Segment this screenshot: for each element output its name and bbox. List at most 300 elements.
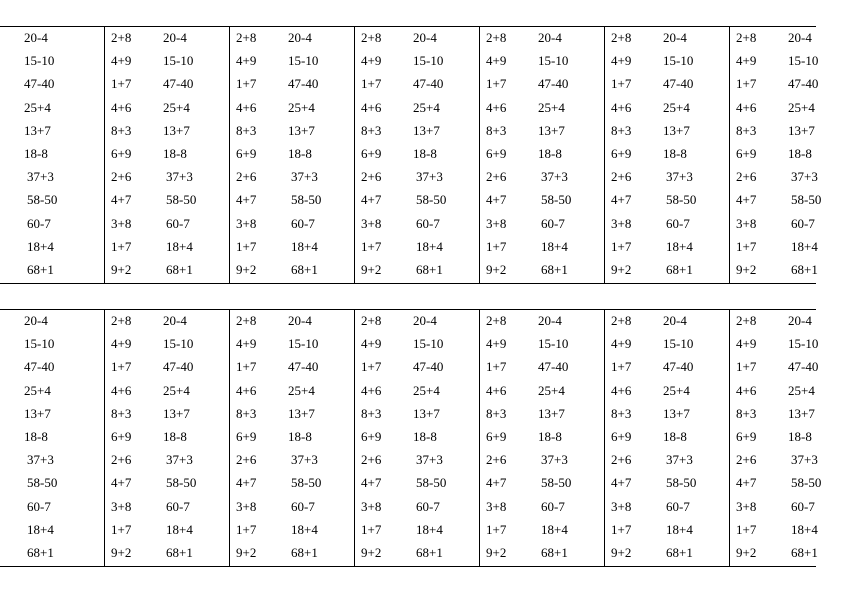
pair-problem: 8+3 [236, 405, 257, 421]
pair-problem: 9+2 [236, 261, 257, 277]
pair-problem: 9+2 [111, 544, 132, 560]
pair-problem: 2+8 [236, 30, 257, 45]
sum-problem: 15-10 [288, 336, 319, 352]
pair-problem: 1+7 [736, 238, 757, 254]
sum-problem: 15-10 [163, 53, 194, 69]
sum-problem: 18-8 [663, 428, 687, 444]
sum-problem: 13+7 [288, 405, 315, 421]
sum-problem: 58-50 [416, 192, 447, 208]
pair-problem: 4+6 [736, 382, 757, 398]
sum-column [288, 27, 321, 281]
pair-problem: 8+3 [486, 405, 507, 421]
sum-problem: 68+1 [666, 261, 693, 277]
sum-problem: 25+4 [413, 99, 440, 115]
sum-problem: 20-4 [538, 313, 562, 328]
pair-problem: 4+7 [236, 192, 257, 208]
sum-problem: 15-10 [788, 336, 819, 352]
sum-problem: 15-10 [413, 53, 444, 69]
pair-problem: 3+8 [361, 215, 382, 231]
worksheet-cell [229, 310, 355, 566]
pair-problem: 4+6 [611, 382, 632, 398]
sum-problem: 13+7 [288, 122, 315, 138]
sum-problem: 13+7 [163, 405, 190, 421]
pair-problem: 4+9 [236, 336, 257, 352]
sum-problem: 58-50 [166, 475, 197, 491]
sum-problem: 47-40 [163, 76, 194, 92]
sum-problem: 47-40 [788, 76, 819, 92]
sum-problem: 58-50 [27, 192, 58, 208]
pair-column [111, 27, 131, 281]
pair-problem: 4+6 [111, 99, 132, 115]
sum-problem: 58-50 [791, 475, 822, 491]
sum-problem: 20-4 [788, 313, 812, 328]
sum-problem: 47-40 [663, 359, 694, 375]
pair-problem: 2+8 [736, 313, 757, 328]
sum-problem: 60-7 [27, 498, 51, 514]
sum-problem: 13+7 [788, 405, 815, 421]
worksheet-cell [479, 310, 605, 566]
pair-problem: 4+9 [736, 336, 757, 352]
sum-problem: 47-40 [24, 76, 55, 92]
pair-problem: 3+8 [486, 215, 507, 231]
sum-problem: 60-7 [791, 215, 815, 231]
pair-problem: 6+9 [611, 145, 632, 161]
pair-problem: 4+7 [236, 475, 257, 491]
pair-problem: 4+9 [736, 53, 757, 69]
pair-problem: 9+2 [736, 261, 757, 277]
pair-problem: 4+7 [736, 192, 757, 208]
pair-column [236, 27, 256, 281]
sum-problem: 18+4 [791, 238, 818, 254]
sum-problem: 25+4 [663, 99, 690, 115]
sum-problem: 20-4 [663, 313, 687, 328]
worksheet-cell [604, 310, 730, 566]
sum-problem: 25+4 [163, 99, 190, 115]
sum-problem: 18+4 [291, 521, 318, 537]
sum-problem: 60-7 [166, 498, 190, 514]
pair-problem: 4+6 [361, 382, 382, 398]
pair-problem: 2+8 [736, 30, 757, 45]
pair-problem: 2+8 [236, 313, 257, 328]
pair-problem: 8+3 [111, 405, 132, 421]
sum-problem: 15-10 [24, 336, 55, 352]
pair-problem: 4+7 [736, 475, 757, 491]
pair-problem: 9+2 [611, 261, 632, 277]
sum-problem: 25+4 [24, 382, 51, 398]
pair-problem: 1+7 [486, 359, 507, 375]
pair-problem: 9+2 [486, 261, 507, 277]
pair-problem: 3+8 [611, 498, 632, 514]
pair-problem: 9+2 [236, 544, 257, 560]
sum-column [163, 310, 196, 564]
pair-problem: 1+7 [486, 521, 507, 537]
pair-column [736, 310, 756, 564]
pair-problem: 1+7 [111, 238, 132, 254]
sum-problem: 25+4 [24, 99, 51, 115]
pair-problem: 3+8 [236, 215, 257, 231]
pair-problem: 4+6 [486, 382, 507, 398]
worksheet-cell [729, 27, 855, 283]
sum-problem: 20-4 [163, 30, 187, 45]
sum-problem: 68+1 [791, 261, 818, 277]
sum-problem: 60-7 [541, 215, 565, 231]
pair-problem: 6+9 [361, 145, 382, 161]
pair-problem: 3+8 [736, 498, 757, 514]
sum-problem: 20-4 [288, 313, 312, 328]
pair-problem: 2+8 [486, 30, 507, 45]
sum-problem: 60-7 [791, 498, 815, 514]
sum-problem: 47-40 [413, 359, 444, 375]
pair-problem: 9+2 [486, 544, 507, 560]
sum-problem: 15-10 [663, 53, 694, 69]
sum-problem: 47-40 [288, 359, 319, 375]
sum-problem: 37+3 [27, 169, 54, 185]
sum-problem: 37+3 [166, 452, 193, 468]
sum-problem: 20-4 [538, 30, 562, 45]
sum-column [288, 310, 321, 564]
sum-problem: 47-40 [788, 359, 819, 375]
sum-problem: 37+3 [666, 452, 693, 468]
sum-problem: 13+7 [413, 405, 440, 421]
pair-problem: 3+8 [361, 498, 382, 514]
sum-problem: 20-4 [663, 30, 687, 45]
pair-problem: 1+7 [486, 238, 507, 254]
sum-problem: 60-7 [541, 498, 565, 514]
sum-problem: 13+7 [24, 122, 51, 138]
pair-problem: 2+8 [361, 313, 382, 328]
pair-problem: 4+9 [111, 53, 132, 69]
sum-problem: 60-7 [291, 498, 315, 514]
pair-column [111, 310, 131, 564]
pair-column [486, 310, 506, 564]
sum-problem: 13+7 [788, 122, 815, 138]
sum-problem: 25+4 [163, 382, 190, 398]
sum-problem: 68+1 [27, 544, 54, 560]
sum-problem: 20-4 [163, 313, 187, 328]
pair-problem: 4+9 [236, 53, 257, 69]
sum-problem: 60-7 [166, 215, 190, 231]
pair-problem: 6+9 [236, 428, 257, 444]
pair-problem: 3+8 [236, 498, 257, 514]
pair-problem: 1+7 [611, 76, 632, 92]
sum-problem: 25+4 [413, 382, 440, 398]
pair-problem: 8+3 [361, 405, 382, 421]
pair-problem: 1+7 [736, 359, 757, 375]
pair-problem: 1+7 [361, 76, 382, 92]
pair-problem: 2+8 [611, 313, 632, 328]
sum-problem: 58-50 [291, 192, 322, 208]
sum-problem: 18+4 [27, 238, 54, 254]
pair-problem: 1+7 [736, 76, 757, 92]
worksheet-cell [354, 27, 480, 283]
pair-problem: 4+6 [236, 382, 257, 398]
sum-problem: 37+3 [791, 452, 818, 468]
pair-problem: 8+3 [486, 122, 507, 138]
sum-problem: 18+4 [666, 238, 693, 254]
sum-problem: 58-50 [541, 475, 572, 491]
sum-problem: 47-40 [538, 76, 569, 92]
sum-problem: 20-4 [24, 313, 48, 328]
pair-problem: 2+6 [111, 169, 132, 185]
sum-problem: 47-40 [24, 359, 55, 375]
sum-column [413, 310, 446, 564]
sum-problem: 18-8 [538, 145, 562, 161]
sum-problem: 18+4 [541, 238, 568, 254]
pair-problem: 6+9 [236, 145, 257, 161]
pair-problem: 2+6 [236, 452, 257, 468]
sum-problem: 68+1 [166, 544, 193, 560]
pair-column [236, 310, 256, 564]
pair-problem: 9+2 [736, 544, 757, 560]
sum-problem: 47-40 [663, 76, 694, 92]
pair-problem: 6+9 [736, 145, 757, 161]
sum-problem: 20-4 [413, 30, 437, 45]
pair-problem: 4+6 [236, 99, 257, 115]
pair-column [486, 27, 506, 281]
pair-problem: 4+7 [611, 192, 632, 208]
sum-problem: 25+4 [538, 382, 565, 398]
sum-problem: 18+4 [416, 238, 443, 254]
pair-problem: 9+2 [361, 544, 382, 560]
pair-problem: 1+7 [611, 238, 632, 254]
pair-problem: 2+6 [611, 169, 632, 185]
pair-problem: 2+6 [111, 452, 132, 468]
pair-problem: 1+7 [111, 521, 132, 537]
pair-problem: 4+7 [361, 475, 382, 491]
sum-problem: 47-40 [538, 359, 569, 375]
sum-column [788, 27, 821, 281]
sum-problem: 25+4 [288, 99, 315, 115]
sum-problem: 20-4 [288, 30, 312, 45]
sum-problem: 18+4 [791, 521, 818, 537]
pair-problem: 9+2 [361, 261, 382, 277]
sum-problem: 37+3 [791, 169, 818, 185]
sum-problem: 25+4 [538, 99, 565, 115]
pair-problem: 4+9 [361, 53, 382, 69]
pair-problem: 8+3 [736, 122, 757, 138]
sum-problem: 60-7 [416, 215, 440, 231]
sum-problem: 15-10 [538, 53, 569, 69]
sum-problem: 18-8 [788, 428, 812, 444]
pair-problem: 2+8 [611, 30, 632, 45]
pair-problem: 2+6 [611, 452, 632, 468]
sum-problem: 68+1 [166, 261, 193, 277]
sum-problem: 20-4 [24, 30, 48, 45]
sum-problem: 18+4 [666, 521, 693, 537]
sum-problem: 18-8 [538, 428, 562, 444]
pair-problem: 1+7 [486, 76, 507, 92]
sum-problem: 18+4 [541, 521, 568, 537]
sum-problem: 15-10 [788, 53, 819, 69]
sum-problem: 13+7 [663, 405, 690, 421]
worksheet-cell [479, 27, 605, 283]
sum-problem: 60-7 [666, 215, 690, 231]
sum-column [163, 27, 196, 281]
sum-problem: 58-50 [666, 192, 697, 208]
pair-problem: 4+7 [486, 192, 507, 208]
worksheet-cell [354, 310, 480, 566]
sum-problem: 25+4 [788, 382, 815, 398]
pair-problem: 2+6 [736, 169, 757, 185]
sum-column [663, 27, 696, 281]
sum-problem: 58-50 [791, 192, 822, 208]
pair-problem: 4+9 [111, 336, 132, 352]
pair-problem: 4+6 [111, 382, 132, 398]
sum-problem: 68+1 [291, 544, 318, 560]
sum-problem: 13+7 [163, 122, 190, 138]
pair-problem: 6+9 [111, 145, 132, 161]
sum-problem: 18-8 [413, 428, 437, 444]
sum-column [413, 27, 446, 281]
sum-problem: 58-50 [291, 475, 322, 491]
sum-problem: 15-10 [538, 336, 569, 352]
sum-problem: 13+7 [538, 405, 565, 421]
sum-problem: 20-4 [413, 313, 437, 328]
sum-problem: 18+4 [166, 521, 193, 537]
pair-problem: 2+6 [361, 452, 382, 468]
sum-problem: 18-8 [663, 145, 687, 161]
pair-problem: 4+9 [486, 336, 507, 352]
sum-problem: 13+7 [413, 122, 440, 138]
pair-problem: 4+7 [361, 192, 382, 208]
sum-problem: 58-50 [541, 192, 572, 208]
sum-problem: 13+7 [24, 405, 51, 421]
sum-problem: 15-10 [663, 336, 694, 352]
pair-problem: 8+3 [111, 122, 132, 138]
sum-problem: 37+3 [541, 169, 568, 185]
pair-problem: 1+7 [611, 521, 632, 537]
pair-problem: 1+7 [111, 359, 132, 375]
sum-problem: 13+7 [663, 122, 690, 138]
sum-column [788, 310, 821, 564]
pair-problem: 3+8 [486, 498, 507, 514]
sum-problem: 18-8 [788, 145, 812, 161]
sum-column [538, 27, 571, 281]
pair-problem: 1+7 [361, 238, 382, 254]
sum-problem: 37+3 [166, 169, 193, 185]
pair-problem: 4+6 [736, 99, 757, 115]
sum-problem: 68+1 [791, 544, 818, 560]
pair-problem: 1+7 [361, 359, 382, 375]
pair-problem: 6+9 [486, 428, 507, 444]
worksheet-cell [104, 310, 230, 566]
pair-problem: 3+8 [111, 498, 132, 514]
sum-problem: 68+1 [416, 261, 443, 277]
pair-problem: 4+9 [611, 336, 632, 352]
pair-problem: 6+9 [361, 428, 382, 444]
pair-problem: 1+7 [111, 76, 132, 92]
sum-problem: 15-10 [288, 53, 319, 69]
pair-column [611, 310, 631, 564]
sum-problem: 68+1 [27, 261, 54, 277]
sum-problem: 37+3 [291, 452, 318, 468]
pair-problem: 2+8 [111, 30, 132, 45]
pair-problem: 6+9 [611, 428, 632, 444]
pair-problem: 1+7 [236, 76, 257, 92]
sum-problem: 47-40 [413, 76, 444, 92]
pair-problem: 1+7 [236, 359, 257, 375]
pair-problem: 4+9 [611, 53, 632, 69]
pair-column [736, 27, 756, 281]
pair-problem: 4+6 [611, 99, 632, 115]
pair-problem: 8+3 [236, 122, 257, 138]
sum-problem: 68+1 [541, 261, 568, 277]
pair-problem: 2+8 [111, 313, 132, 328]
pair-problem: 1+7 [236, 521, 257, 537]
sum-problem: 68+1 [541, 544, 568, 560]
pair-problem: 2+6 [361, 169, 382, 185]
pair-problem: 8+3 [361, 122, 382, 138]
sum-problem: 58-50 [666, 475, 697, 491]
sum-problem: 58-50 [27, 475, 58, 491]
sum-problem: 25+4 [788, 99, 815, 115]
sum-problem: 37+3 [291, 169, 318, 185]
pair-problem: 4+7 [611, 475, 632, 491]
sum-column [24, 27, 57, 281]
sum-problem: 18+4 [27, 521, 54, 537]
sum-problem: 18+4 [166, 238, 193, 254]
pair-problem: 8+3 [611, 405, 632, 421]
sum-problem: 13+7 [538, 122, 565, 138]
pair-problem: 6+9 [736, 428, 757, 444]
sum-problem: 18-8 [288, 145, 312, 161]
pair-problem: 9+2 [611, 544, 632, 560]
pair-problem: 4+6 [361, 99, 382, 115]
pair-problem: 2+8 [486, 313, 507, 328]
sum-problem: 25+4 [288, 382, 315, 398]
worksheet-top [0, 26, 822, 284]
pair-problem: 6+9 [486, 145, 507, 161]
sum-problem: 60-7 [291, 215, 315, 231]
sum-problem: 18-8 [24, 428, 48, 444]
worksheet-bottom [0, 309, 822, 567]
pair-problem: 8+3 [611, 122, 632, 138]
pair-problem: 1+7 [361, 521, 382, 537]
pair-problem: 2+6 [736, 452, 757, 468]
sum-problem: 18-8 [288, 428, 312, 444]
sum-column [663, 310, 696, 564]
pair-problem: 4+6 [486, 99, 507, 115]
pair-problem: 2+6 [486, 169, 507, 185]
sum-problem: 18-8 [413, 145, 437, 161]
pair-column [361, 310, 381, 564]
sum-problem: 47-40 [163, 359, 194, 375]
sum-problem: 68+1 [291, 261, 318, 277]
worksheet-cell [229, 27, 355, 283]
sum-problem: 60-7 [666, 498, 690, 514]
pair-problem: 6+9 [111, 428, 132, 444]
pair-problem: 9+2 [111, 261, 132, 277]
worksheet-cell [104, 27, 230, 283]
pair-problem: 3+8 [111, 215, 132, 231]
sum-problem: 18+4 [416, 521, 443, 537]
sum-problem: 37+3 [541, 452, 568, 468]
pair-column [361, 27, 381, 281]
sum-problem: 58-50 [166, 192, 197, 208]
sum-problem: 60-7 [416, 498, 440, 514]
pair-problem: 8+3 [736, 405, 757, 421]
pair-problem: 1+7 [736, 521, 757, 537]
pair-problem: 4+9 [486, 53, 507, 69]
pair-problem: 2+8 [361, 30, 382, 45]
sum-problem: 58-50 [416, 475, 447, 491]
sum-problem: 37+3 [27, 452, 54, 468]
pair-problem: 3+8 [611, 215, 632, 231]
pair-problem: 3+8 [736, 215, 757, 231]
sum-problem: 15-10 [413, 336, 444, 352]
pair-problem: 2+6 [486, 452, 507, 468]
sum-problem: 37+3 [666, 169, 693, 185]
